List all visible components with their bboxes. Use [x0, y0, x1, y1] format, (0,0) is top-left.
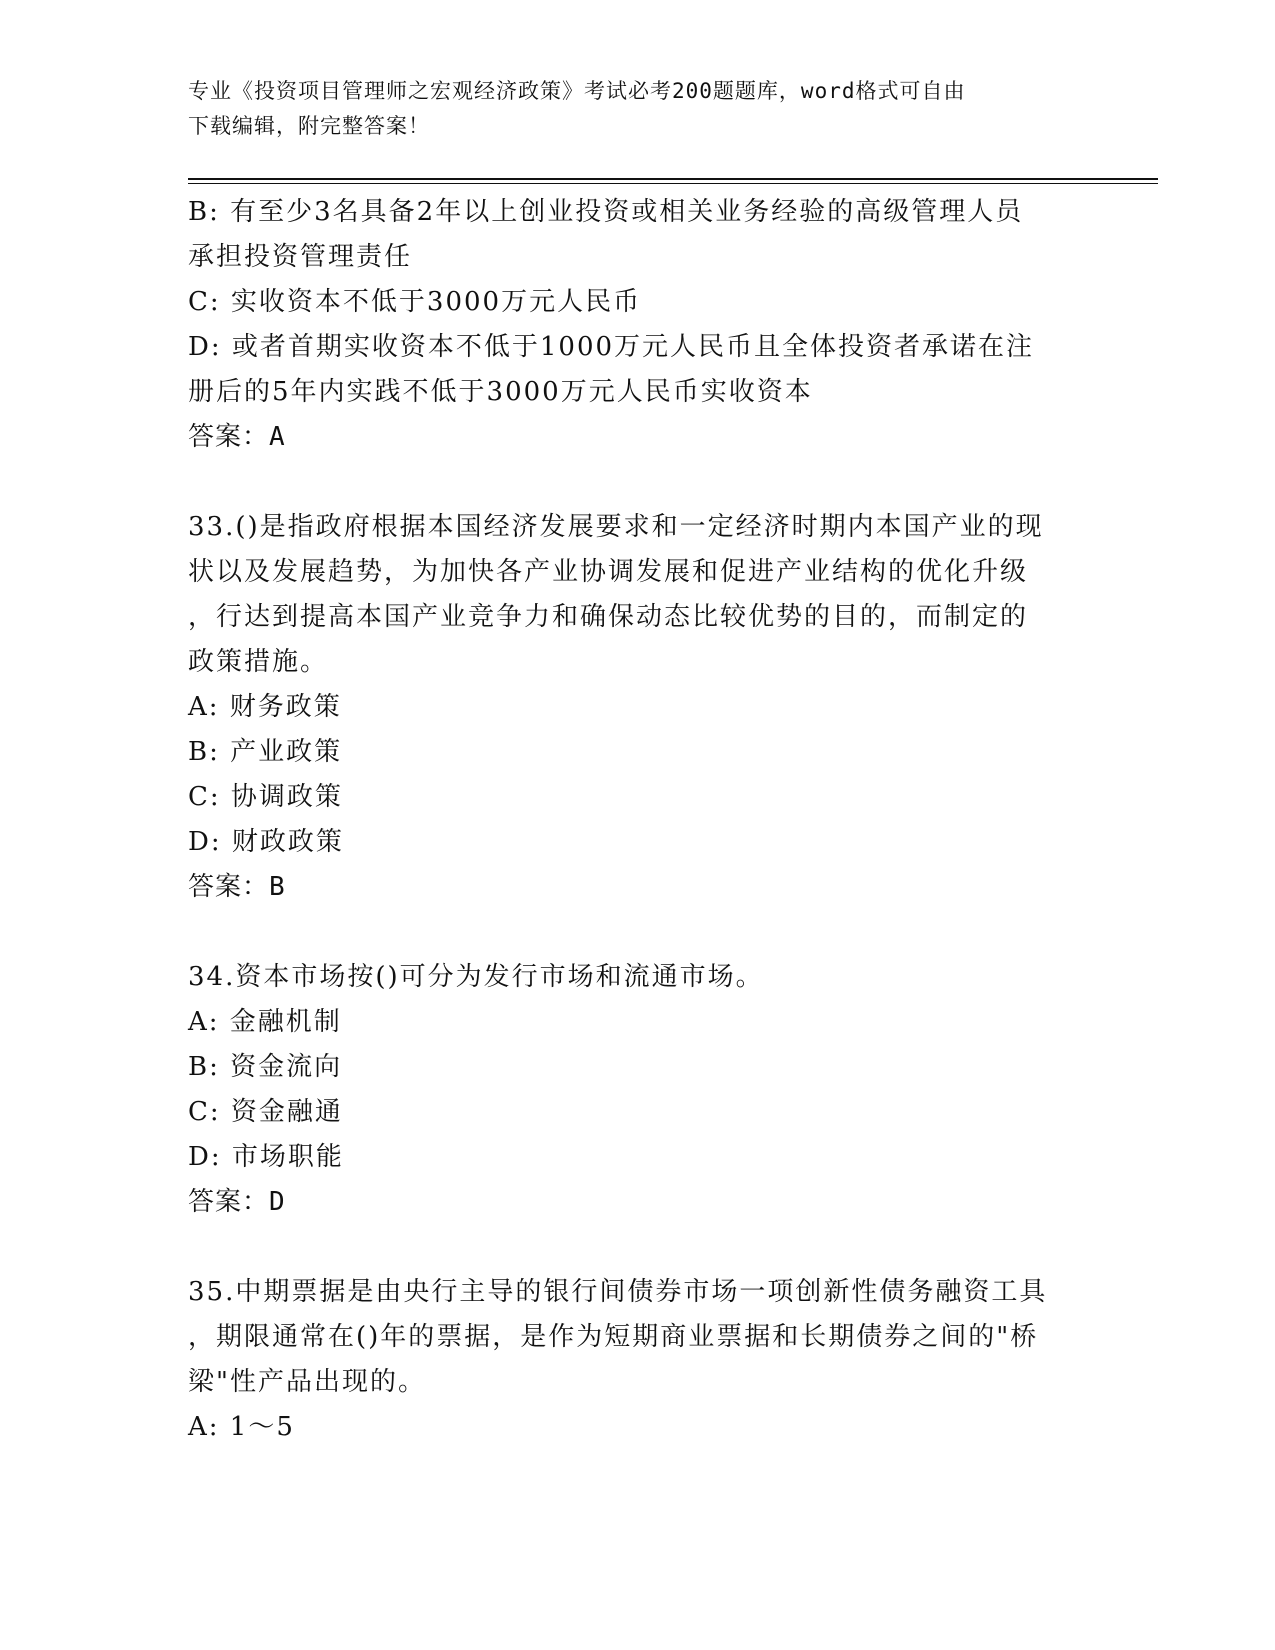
spacer	[188, 460, 1088, 505]
question-stem-line-3: 梁"性产品出现的。	[188, 1367, 426, 1397]
option-a: A: 1～5	[188, 1412, 295, 1442]
header-divider-thin	[188, 183, 1158, 184]
option-c: C: 资金融通	[188, 1097, 343, 1127]
answer-value: A	[269, 422, 286, 452]
question-stem-line-3: ，行达到提高本国产业竞争力和确保动态比较优势的目的，而制定的	[188, 602, 1029, 632]
question-34	[188, 955, 1088, 1225]
header-line-1: 专业《投资项目管理师之宏观经济政策》考试必考200题题库，word格式可自由	[188, 79, 966, 103]
question-stem-line-1: 33.()是指政府根据本国经济发展要求和一定经济时期内本国产业的现	[188, 512, 1044, 542]
answer-label: 答案：	[188, 1187, 270, 1217]
question-stem-line-1: 34.资本市场按()可分为发行市场和流通市场。	[188, 962, 764, 992]
option-b-line-1: B: 有至少3名具备2年以上创业投资或相关业务经验的高级管理人员	[188, 197, 1024, 227]
answer	[188, 415, 1088, 460]
option-b-line-2: 承担投资管理责任	[188, 242, 413, 272]
answer-value: B	[269, 872, 286, 902]
answer	[188, 1180, 1088, 1225]
document-header	[188, 74, 1088, 144]
header-line-2: 下载编辑，附完整答案！	[188, 114, 430, 138]
option-a: A: 金融机制	[188, 1007, 342, 1037]
header-divider-thick	[188, 178, 1158, 180]
question-33	[188, 505, 1088, 910]
option-d-line-2: 册后的5年内实践不低于3000万元人民币实收资本	[188, 377, 813, 407]
option-b: B: 资金流向	[188, 1052, 343, 1082]
option-c: C: 实收资本不低于3000万元人民币	[188, 287, 642, 317]
question-stem-line-2: ，期限通常在()年的票据，是作为短期商业票据和长期债券之间的"桥	[188, 1322, 1039, 1352]
answer-label: 答案：	[188, 872, 270, 902]
answer	[188, 865, 1088, 910]
option-d: D: 市场职能	[188, 1142, 344, 1172]
option-c: C: 协调政策	[188, 782, 343, 812]
question-stem-line-4: 政策措施。	[188, 647, 329, 677]
spacer	[188, 910, 1088, 955]
option-b: B: 产业政策	[188, 737, 343, 767]
question-content	[188, 190, 1088, 1450]
question-35	[188, 1270, 1088, 1450]
option-d: D: 财政政策	[188, 827, 344, 857]
answer-value: D	[269, 1187, 286, 1217]
option-d-line-1: D: 或者首期实收资本不低于1000万元人民币且全体投资者承诺在注	[188, 332, 1035, 362]
question-stem-line-1: 35.中期票据是由央行主导的银行间债券市场一项创新性债务融资工具	[188, 1277, 1048, 1307]
question-stem-line-2: 状以及发展趋势，为加快各产业协调发展和促进产业结构的优化升级	[188, 557, 1029, 587]
spacer	[188, 1225, 1088, 1270]
answer-label: 答案：	[188, 422, 270, 452]
option-a: A: 财务政策	[188, 692, 342, 722]
question-32-continued	[188, 190, 1088, 460]
